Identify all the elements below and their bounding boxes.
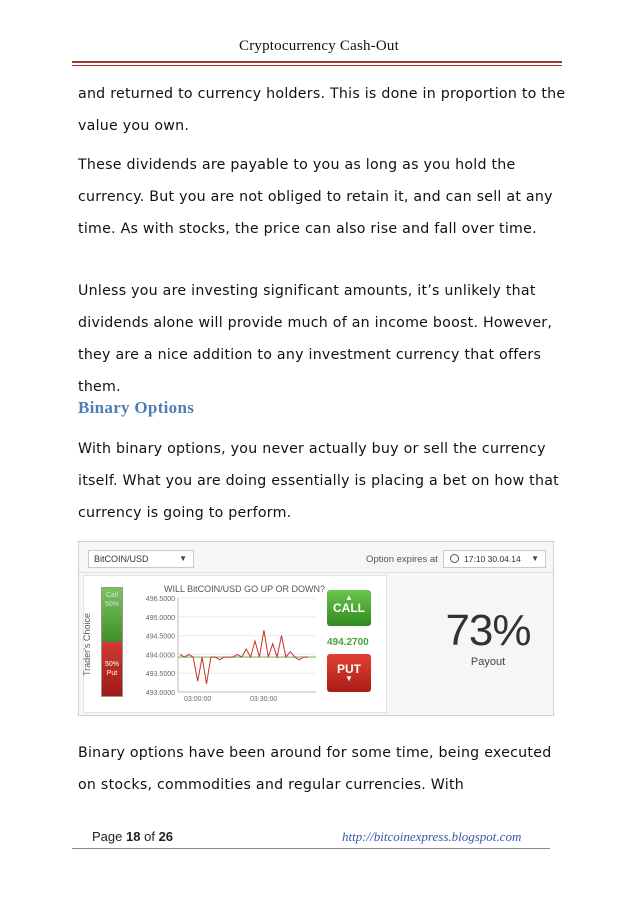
trade-panel [83,575,387,713]
put-button-label: PUT [337,662,361,676]
footer-link[interactable]: http://bitcoinexpress.blogspot.com [342,829,522,844]
payout-value: 73% [445,606,531,655]
traders-choice-label: Trader's Choice [82,613,92,676]
paragraph-2: These dividends are payable to you as long as you hold the currency. But you are not obliged to retain it, and can sell at any time. As with stocks, the price can also rise and fall over time. [78,157,553,237]
paragraph-3: Unless you are investing significant amounts, it’s unlikely that dividends alone will provide much of an income boost. However, they are a nice addition to any investment currency that offers them. [78,283,553,395]
expiry-select[interactable] [443,550,546,568]
chevron-down-icon: ▼ [179,554,187,563]
chart-title: WILL BitCOIN/USD GO UP OR DOWN? [164,584,326,594]
paragraph-5: Binary options have been around for some time, being executed on stocks, commodities and regular currencies. With [78,745,552,793]
widget-toolbar [79,542,553,573]
current-price: 494.2700 [327,637,369,648]
symbol-select[interactable] [88,550,194,568]
paragraph-1: and returned to currency holders. This is done in proportion to the value you own. [78,86,566,134]
page-total: 26 [158,829,174,844]
y-tick-label: 494.0000 [145,652,175,660]
clock-icon [450,554,459,563]
y-tick-label: 494.5000 [145,633,175,641]
page-number [92,829,173,844]
expiry-select-value: 17:10 30.04.14 [464,554,521,564]
traders-choice-bar [101,587,123,697]
y-tick-label: 495.0000 [145,614,175,622]
x-tick-label: 03:00:00 [184,696,212,703]
arrow-down-icon: ▼ [345,674,353,683]
y-tick-label: 493.5000 [145,671,175,679]
traders-choice-put [102,642,122,696]
x-tick-label: 03:30:00 [250,696,278,703]
page-current: 18 [126,829,141,844]
symbol-select-value: BitCOIN/USD [94,554,149,564]
running-title: Cryptocurrency Cash-Out [239,38,399,54]
traders-choice-call-pct: 50% [104,601,119,608]
traders-choice-call [102,588,122,642]
traders-choice-put-label: Put [106,670,118,677]
traders-choice-call-label: Call [105,592,119,599]
header-rule-top [72,61,562,63]
traders-choice-put-pct: 50% [104,661,119,668]
call-button[interactable] [327,590,371,626]
section-heading: Binary Options [78,398,195,417]
header-rule-bottom [72,65,562,66]
price-chart [134,592,324,704]
y-tick-label: 496.5000 [145,596,175,603]
of-word: of [144,829,155,844]
page-word: Page [92,829,123,844]
binary-option-widget [78,541,554,716]
payout-label: Payout [470,656,506,668]
paragraph-4: With binary options, you never actually buy or sell the currency itself. What you are doing essentially is placing a bet on how that currency is going to perform. [78,441,559,521]
chevron-down-icon: ▼ [531,554,539,563]
arrow-up-icon: ▲ [345,593,353,602]
y-tick-label: 493.0000 [145,690,175,697]
call-button-label: CALL [333,601,365,615]
option-expires-label: Option expires at [366,554,438,565]
footer-rule [72,848,550,849]
put-button[interactable] [327,654,371,692]
